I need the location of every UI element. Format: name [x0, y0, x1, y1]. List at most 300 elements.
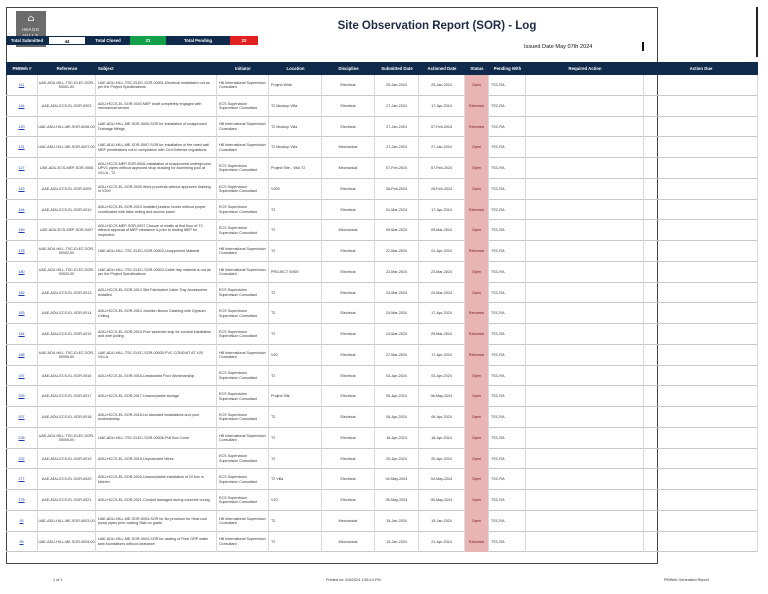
- initiator-cell: ECS Supervision Supervision Consultant: [217, 490, 269, 511]
- initiator-cell: ECS Supervision Supervision Consultant: [217, 179, 269, 200]
- pending-with-cell: TSC,RA: [489, 179, 526, 200]
- discipline-cell: Electrical: [322, 469, 375, 490]
- issued-date: Issued Date May 07th 2024: [524, 44, 593, 50]
- status-badge: Open: [465, 490, 489, 511]
- required-action-cell: [526, 200, 644, 221]
- discipline-cell: Electrical: [322, 449, 375, 470]
- reference-cell: UAE-ADU-HILL-ME-SOR-0007-00: [38, 137, 96, 158]
- subject-cell: ADU-HCCS-EL-SOR-0019-Unprotected Wires: [96, 449, 217, 470]
- table-row: [6, 158, 758, 179]
- actioned-date-cell: 03-Apr-2024: [419, 366, 465, 387]
- initiator-cell: Hill International Supervision Consultant: [217, 345, 269, 366]
- submitted-date-cell: 15-Jan-2024: [375, 511, 419, 532]
- actioned-date-cell: 07-Feb-2024: [419, 117, 465, 138]
- submitted-date-cell: 23-Mar-2024: [375, 262, 419, 283]
- page-number: 1 of 1: [53, 578, 63, 582]
- table-body: [6, 75, 758, 552]
- pending-with-cell: TSC,RA: [489, 469, 526, 490]
- subject-cell: UAE-ADU-HILL-ME-SOR-0007-SOR for installation of fire rated wall MEP penetrations not in compliance with Civil Defense regulations: [96, 137, 217, 158]
- initiator-cell: ECS Supervision Supervision Consultant: [217, 449, 269, 470]
- pending-with-cell: TSC,RA: [489, 262, 526, 283]
- required-action-cell: [526, 532, 644, 553]
- discipline-cell: Electrical: [322, 117, 375, 138]
- pmweb-link[interactable]: 159: [6, 220, 38, 241]
- pmweb-link[interactable]: 184: [6, 324, 38, 345]
- table-row: [6, 179, 758, 200]
- reference-cell: UAE-ADU-ECS-EL-SOR-0010: [38, 200, 96, 221]
- subject-cell: ADU-HCCS-EL-SOR-0013 Site Fabricated Cable Tray Accessories Installed: [96, 283, 217, 304]
- initiator-cell: ECS Supervision Supervision Consultant: [217, 158, 269, 179]
- location-cell: Project Wide: [269, 75, 322, 96]
- action-due-cell: [644, 407, 758, 428]
- reference-cell: UAE-ADU-ECS-EL-SOR-0020: [38, 469, 96, 490]
- location-cell: T2: [269, 303, 322, 324]
- location-cell: T2: [269, 241, 322, 262]
- initiator-cell: Hill International Supervision Consultant: [217, 117, 269, 138]
- required-action-cell: [526, 366, 644, 387]
- submitted-date-cell: 25-Jan-2024: [375, 75, 419, 96]
- discipline-cell: Electrical: [322, 283, 375, 304]
- column-header-action-due[interactable]: Action Due: [689, 66, 713, 71]
- actioned-date-cell: 24-Mar-2024: [419, 283, 465, 304]
- action-due-cell: [644, 366, 758, 387]
- action-due-cell: [644, 303, 758, 324]
- status-badge: Returned: [465, 532, 489, 553]
- reference-cell: UAE-ADU-ECS-MEP-SOR-0007: [38, 220, 96, 241]
- required-action-cell: [526, 179, 644, 200]
- pending-with-cell: TSC,RA: [489, 449, 526, 470]
- actioned-date-cell: 17-Apr-2024: [419, 345, 465, 366]
- status-badge: Open: [465, 137, 489, 158]
- action-due-cell: [644, 532, 758, 553]
- action-due-cell: [644, 96, 758, 117]
- required-action-cell: [526, 220, 644, 241]
- subject-cell: ADU-HCCS-EL-SOR-0014 Junction Boxes Clashing with Gypsum Ceiling: [96, 303, 217, 324]
- location-cell: T2 Mockup Villa: [269, 96, 322, 117]
- actioned-date-cell: 20-Apr-2024: [419, 449, 465, 470]
- subject-cell: UAE-ADU-HILL-ME-SOR-0004-SOR for casting of Roof GRP water tank foundations without clearance: [96, 532, 217, 553]
- pending-with-cell: TSC,RA: [489, 117, 526, 138]
- subject-cell: UAE-ADU-HILL-TSC-ELEC-SOR-00002-Unapproved Material: [96, 241, 217, 262]
- status-badge: Open: [465, 220, 489, 241]
- submitted-date-cell: 06-Apr-2024: [375, 407, 419, 428]
- subject-cell: ADU-HCCS-EL-SOR-0016-Unstandard Poor Workmanship: [96, 366, 217, 387]
- pmweb-link[interactable]: 278: [6, 490, 38, 511]
- actioned-date-cell: 23-Mar-2024: [419, 262, 465, 283]
- discipline-cell: Electrical: [322, 345, 375, 366]
- table-row: [6, 407, 758, 428]
- pmweb-link[interactable]: 182: [6, 283, 38, 304]
- reference-cell: UAE-ADU-ECS-MEP-SOR-0006: [38, 158, 96, 179]
- subject-cell: ADU-HCCS-EL-SOR-0009 Work proceeds without approved drawing in V209: [96, 179, 217, 200]
- discipline-cell: Mechanical: [322, 158, 375, 179]
- submitted-date-cell: 24-Mar-2024: [375, 324, 419, 345]
- discipline-cell: Electrical: [322, 179, 375, 200]
- discipline-cell: Electrical: [322, 407, 375, 428]
- status-badge: Returned: [465, 241, 489, 262]
- required-action-cell: [526, 303, 644, 324]
- pmweb-link[interactable]: 143: [6, 179, 38, 200]
- reference-cell: UAE-ADU-ECS-EL-SOR-0017: [38, 386, 96, 407]
- subject-cell: ADU-HCCS-EL-SOR-0020-Unacceptable installation of DI box in kitchen: [96, 469, 217, 490]
- subject-cell: UAE-ADU-HILL-TSC-ELEC-SOR-00003-Cable tray material is not as per the Project Specifications: [96, 262, 217, 283]
- column-header-discipline[interactable]: Discipline: [338, 66, 359, 71]
- pmweb-link[interactable]: 232: [6, 449, 38, 470]
- submitted-date-cell: 20-Apr-2024: [375, 449, 419, 470]
- reference-cell: UAE-ADU-HILL-ME-SOR-0004-00: [38, 532, 96, 553]
- action-due-cell: [644, 200, 758, 221]
- pmweb-link[interactable]: 93: [6, 511, 38, 532]
- reference-cell: UAE-ADU-ECS-EL-SOR-0016: [38, 366, 96, 387]
- status-badge: Open: [465, 283, 489, 304]
- initiator-cell: ECS Supervision Supervision Consultant: [217, 469, 269, 490]
- subject-cell: ADU-HCCS-EL-SOR-0010 Installed junction boxes without proper coordinated with false ceiling and access panel: [96, 200, 217, 221]
- action-due-cell: [644, 345, 758, 366]
- actioned-date-cell: 01-Apr-2024: [419, 241, 465, 262]
- pmweb-link[interactable]: 121: [6, 137, 38, 158]
- reference-cell: UAE-ADU-ECS-EL-SOR-0003: [38, 96, 96, 117]
- pmweb-link[interactable]: 95: [6, 532, 38, 553]
- reference-cell: UAE-ADU-HILL-TSC-ELEC-SOR-00006-00: [38, 428, 96, 449]
- column-header-reference[interactable]: Reference: [56, 66, 78, 71]
- pmweb-link[interactable]: 180: [6, 262, 38, 283]
- pending-with-cell: TSC,RA: [489, 407, 526, 428]
- action-due-cell: [644, 137, 758, 158]
- pmweb-link[interactable]: 228: [6, 428, 38, 449]
- total-submitted-value: 44: [48, 36, 86, 45]
- actioned-date-cell: 29-Mar-2024: [419, 324, 465, 345]
- action-due-cell: [644, 386, 758, 407]
- reference-cell: UAE-ADU-HILL-ME-SOR-0003-00: [38, 511, 96, 532]
- table-row: [6, 220, 758, 241]
- pending-with-cell: TSC,RA: [489, 386, 526, 407]
- location-cell: T2: [269, 449, 322, 470]
- status-badge: Open: [465, 158, 489, 179]
- pending-with-cell: TSC,RA: [489, 428, 526, 449]
- required-action-cell: [526, 407, 644, 428]
- total-closed-value: 21: [130, 36, 166, 45]
- required-action-cell: [526, 490, 644, 511]
- logo-line-1: IMAGE: [22, 27, 40, 32]
- subject-cell: UAE-ADU-HILL-TSC-ELEC-SOR-00005-PVC CONDUIT AT V20 VILLA: [96, 345, 217, 366]
- initiator-cell: ECS Supervision Supervision Consultant: [217, 220, 269, 241]
- pending-with-cell: TSC,RA: [489, 96, 526, 117]
- actioned-date-cell: 15-Jan-2024: [419, 511, 465, 532]
- actioned-date-cell: 07-Feb-2024: [419, 158, 465, 179]
- location-cell: T2: [269, 200, 322, 221]
- subject-cell: UAE-ADU-HILL-ME-SOR-0006-SOR for installation of unapproved Drainage fittings: [96, 117, 217, 138]
- actioned-date-cell: 06-May-2024: [419, 386, 465, 407]
- action-due-cell: [644, 262, 758, 283]
- pmweb-link[interactable]: 207: [6, 407, 38, 428]
- location-cell: T2: [269, 324, 322, 345]
- status-badge: Open: [465, 449, 489, 470]
- generated-label: PMWeb Generated Report: [664, 578, 709, 582]
- initiator-cell: ECS Supervision Supervision Consultant: [217, 283, 269, 304]
- table-row: [6, 137, 758, 158]
- discipline-cell: Mechanical: [322, 511, 375, 532]
- subject-cell: ADU-HCCS-MEP-SOR-0007 Closure of shafts at first floor of T2 without approval of MEP clearance & prior to testing MEP for inspection: [96, 220, 217, 241]
- table-row: [6, 469, 758, 490]
- actioned-date-cell: 05-May-2024: [419, 490, 465, 511]
- location-cell: T2: [269, 283, 322, 304]
- submitted-date-cell: 05-May-2024: [375, 490, 419, 511]
- subject-cell: UAE-ADU-HILL-ME-SOR-0003-SOR for No provision for Heat cool pump pipes prior casting Slab on grade: [96, 511, 217, 532]
- reference-cell: UAE-ADU-HILL-TSC-ELEC-SOR-00005-00: [38, 345, 96, 366]
- discipline-cell: Electrical: [322, 428, 375, 449]
- submitted-date-cell: 05-Apr-2024: [375, 386, 419, 407]
- actioned-date-cell: 17-Apr-2024: [419, 303, 465, 324]
- location-cell: T2 Mockup Villa: [269, 117, 322, 138]
- location-cell: T2 Villa: [269, 469, 322, 490]
- required-action-cell: [526, 428, 644, 449]
- location-cell: V209: [269, 179, 322, 200]
- pmweb-link[interactable]: 178: [6, 241, 38, 262]
- table-row: [6, 366, 758, 387]
- reference-cell: UAE-ADU-HILL-ME-SOR-0006-00: [38, 117, 96, 138]
- total-submitted-label: Total Submitted: [6, 36, 48, 45]
- discipline-cell: Mechanical: [322, 220, 375, 241]
- status-badge: Open: [465, 469, 489, 490]
- initiator-cell: Hill International Supervision Consultant: [217, 428, 269, 449]
- pmweb-link[interactable]: 277: [6, 469, 38, 490]
- required-action-cell: [526, 283, 644, 304]
- submitted-date-cell: 01-Mar-2024: [375, 200, 419, 221]
- pending-with-cell: TSC,RA: [489, 345, 526, 366]
- submitted-date-cell: 04-May-2024: [375, 469, 419, 490]
- pending-with-cell: TSC,RA: [489, 137, 526, 158]
- submitted-date-cell: 27-Jan-2024: [375, 117, 419, 138]
- actioned-date-cell: 17-Apr-2024: [419, 96, 465, 117]
- printed-on: Printed on: 5/6/2024 1:56:14 PM: [326, 578, 381, 582]
- action-due-cell: [644, 179, 758, 200]
- table-row: [6, 303, 758, 324]
- reference-cell: UAE-ADU-ECS-EL-SOR-0015: [38, 324, 96, 345]
- required-action-cell: [526, 511, 644, 532]
- frame-border: [756, 7, 758, 57]
- action-due-cell: [644, 490, 758, 511]
- pmweb-link[interactable]: 111: [6, 75, 38, 96]
- status-badge: Open: [465, 407, 489, 428]
- reference-cell: UAE-ADU-ECS-EL-SOR-0009: [38, 179, 96, 200]
- initiator-cell: Hill International Supervision Consultant: [217, 262, 269, 283]
- pmweb-link[interactable]: 186: [6, 345, 38, 366]
- location-cell: T2: [269, 428, 322, 449]
- location-cell: T2: [269, 366, 322, 387]
- action-due-cell: [644, 117, 758, 138]
- discipline-cell: Electrical: [322, 303, 375, 324]
- status-badge: Returned: [465, 324, 489, 345]
- column-header-location[interactable]: Location: [286, 66, 305, 71]
- subject-cell: ADU-HCCS-EL-SOR-0003 MEP shaft completely engaged with mechanical service: [96, 96, 217, 117]
- submitted-date-cell: 09-Mar-2024: [375, 220, 419, 241]
- action-due-cell: [644, 469, 758, 490]
- column-header-subject[interactable]: Subject: [98, 66, 114, 71]
- location-cell: Project Site: [269, 386, 322, 407]
- total-pending-value: 23: [230, 36, 258, 45]
- pending-with-cell: TSC,RA: [489, 490, 526, 511]
- initiator-cell: Hill International Supervision Consultant: [217, 241, 269, 262]
- total-closed-label: Total Closed: [86, 36, 130, 45]
- action-due-cell: [644, 283, 758, 304]
- initiator-cell: ECS Supervision Supervision Consultant: [217, 96, 269, 117]
- table-row: [6, 428, 758, 449]
- discipline-cell: Mechanical: [322, 137, 375, 158]
- reference-cell: UAE-ADU-HILL-TSC-ELEC-SOR-00002-00: [38, 241, 96, 262]
- reference-cell: UAE-ADU-ECS-EL-SOR-0019: [38, 449, 96, 470]
- discipline-cell: Electrical: [322, 262, 375, 283]
- table-row: [6, 241, 758, 262]
- actioned-date-cell: 04-May-2024: [419, 469, 465, 490]
- table-row: [6, 283, 758, 304]
- pending-with-cell: TSC,RA: [489, 511, 526, 532]
- report-title: Site Observation Report (SOR) - Log: [337, 20, 537, 32]
- pmweb-link[interactable]: 127: [6, 158, 38, 179]
- required-action-cell: [526, 137, 644, 158]
- initiator-cell: ECS Supervision Supervision Consultant: [217, 324, 269, 345]
- column-header-submitted-date[interactable]: Submitted Date: [381, 66, 413, 71]
- submitted-date-cell: 18-Apr-2024: [375, 428, 419, 449]
- table-row: [6, 117, 758, 138]
- status-badge: Open: [465, 366, 489, 387]
- column-header-required-action[interactable]: Required Action: [568, 66, 602, 71]
- issued-marker: [642, 42, 644, 51]
- reference-cell: UAE-ADU-ECS-EL-SOR-0018: [38, 407, 96, 428]
- required-action-cell: [526, 449, 644, 470]
- table-row: [6, 324, 758, 345]
- required-action-cell: [526, 75, 644, 96]
- status-badge: Open: [465, 428, 489, 449]
- reference-cell: UAE-ADU-HILL-TSC-ELEC-SOR-00003-00: [38, 262, 96, 283]
- action-due-cell: [644, 324, 758, 345]
- location-cell: PROJECT WIDE: [269, 262, 322, 283]
- status-badge: Open: [465, 386, 489, 407]
- reference-cell: UAE-ADU-ECS-EL-SOR-0013: [38, 283, 96, 304]
- table-row: [6, 511, 758, 532]
- required-action-cell: [526, 345, 644, 366]
- discipline-cell: Mechanical: [322, 532, 375, 553]
- column-header-actioned-date[interactable]: Actioned Date: [427, 66, 457, 71]
- table-row: [6, 345, 758, 366]
- initiator-cell: Hill International Supervision Consultant: [217, 75, 269, 96]
- table-row: [6, 75, 758, 96]
- subject-cell: ADU-HCCS-EL-SOR-0017-Unacceptable storage: [96, 386, 217, 407]
- actioned-date-cell: 28-Feb-2024: [419, 179, 465, 200]
- column-header-pmweb[interactable]: PMWeb #: [12, 66, 32, 71]
- status-badge: Open: [465, 262, 489, 283]
- actioned-date-cell: 18-Apr-2024: [419, 428, 465, 449]
- location-cell: V20: [269, 490, 322, 511]
- discipline-cell: Electrical: [322, 241, 375, 262]
- pmweb-link[interactable]: 120: [6, 117, 38, 138]
- reference-cell: UAE-ADU-ECS-EL-SOR-0014: [38, 303, 96, 324]
- subject-cell: UAE-ADU-HILL-TSC-ELEC-SOR-00006-Pull Box Cover: [96, 428, 217, 449]
- column-header-status[interactable]: Status: [470, 66, 484, 71]
- column-header-initiator[interactable]: Initiator: [235, 66, 251, 71]
- status-badge: Returned: [465, 96, 489, 117]
- column-header-pending-with[interactable]: Pending With: [493, 66, 522, 71]
- initiator-cell: ECS Supervision Supervision Consultant: [217, 303, 269, 324]
- subject-cell: UAE-ADU-HILL-TSC-ELEC-SOR-00001-Electrical Installation not as per the Project Specifications: [96, 75, 217, 96]
- pmweb-link[interactable]: 116: [6, 96, 38, 117]
- initiator-cell: ECS Supervision Supervision Consultant: [217, 407, 269, 428]
- action-due-cell: [644, 428, 758, 449]
- table-row: [6, 262, 758, 283]
- actioned-date-cell: 27-Jan-2024: [419, 137, 465, 158]
- action-due-cell: [644, 511, 758, 532]
- location-cell: T2: [269, 220, 322, 241]
- table-row: [6, 490, 758, 511]
- action-due-cell: [644, 220, 758, 241]
- actioned-date-cell: 21-Apr-2024: [419, 532, 465, 553]
- required-action-cell: [526, 324, 644, 345]
- submitted-date-cell: 15-Jan-2024: [375, 532, 419, 553]
- logo-mark: ⌂: [27, 14, 35, 24]
- submitted-date-cell: 27-Jan-2024: [375, 137, 419, 158]
- action-due-cell: [644, 158, 758, 179]
- table-row: [6, 200, 758, 221]
- pmweb-link[interactable]: 203: [6, 386, 38, 407]
- submitted-date-cell: 28-Feb-2024: [375, 179, 419, 200]
- subject-cell: ADU-HCCS-EL-SOR-0015 Poor workman ship for conduit installation and wire pulling: [96, 324, 217, 345]
- discipline-cell: Electrical: [322, 366, 375, 387]
- location-cell: T2 Mockup Villa: [269, 137, 322, 158]
- location-cell: T2: [269, 532, 322, 553]
- submitted-date-cell: 07-Feb-2024: [375, 158, 419, 179]
- status-badge: Open: [465, 511, 489, 532]
- initiator-cell: ECS Supervision Supervision Consultant: [217, 200, 269, 221]
- status-badge: Open: [465, 179, 489, 200]
- location-cell: V20: [269, 345, 322, 366]
- reference-cell: UAE-ADU-HILL-TSC-ELEC-SOR-00001-00: [38, 75, 96, 96]
- initiator-cell: ECS Supervision Supervision Consultant: [217, 366, 269, 387]
- total-pending-label: Total Pending: [166, 36, 230, 45]
- pending-with-cell: TSC,RA: [489, 532, 526, 553]
- pmweb-link[interactable]: 154: [6, 200, 38, 221]
- table-row: [6, 386, 758, 407]
- actioned-date-cell: 09-Mar-2024: [419, 220, 465, 241]
- pending-with-cell: TSC,RA: [489, 303, 526, 324]
- location-cell: T2: [269, 407, 322, 428]
- pmweb-link[interactable]: 183: [6, 303, 38, 324]
- required-action-cell: [526, 262, 644, 283]
- required-action-cell: [526, 469, 644, 490]
- required-action-cell: [526, 117, 644, 138]
- initiator-cell: Hill International Supervision Consultant: [217, 532, 269, 553]
- location-cell: Project Site - Villa T2: [269, 158, 322, 179]
- action-due-cell: [644, 75, 758, 96]
- actioned-date-cell: 17-Apr-2024: [419, 200, 465, 221]
- status-badge: Open: [465, 75, 489, 96]
- table-header: [6, 62, 758, 75]
- discipline-cell: Electrical: [322, 386, 375, 407]
- table-row: [6, 449, 758, 470]
- subject-cell: ADU-HCCS-MEP-SOR-0006-Installation of unapproved underground UPVC pipes without approved shop drawing for swimming pool at VILLA - T2: [96, 158, 217, 179]
- required-action-cell: [526, 241, 644, 262]
- action-due-cell: [644, 449, 758, 470]
- actioned-date-cell: 25-Jan-2024: [419, 75, 465, 96]
- pending-with-cell: TSC,RA: [489, 366, 526, 387]
- pending-with-cell: TSC,RA: [489, 158, 526, 179]
- submitted-date-cell: 27-Jan-2024: [375, 96, 419, 117]
- pending-with-cell: TSC,RA: [489, 220, 526, 241]
- action-due-cell: [644, 241, 758, 262]
- submitted-date-cell: 24-Mar-2024: [375, 303, 419, 324]
- subject-cell: ADU-HCCS-EL-SOR-0021-Conduit damaged during concrete curing: [96, 490, 217, 511]
- status-badge: Returned: [465, 117, 489, 138]
- pmweb-link[interactable]: 197: [6, 366, 38, 387]
- required-action-cell: [526, 96, 644, 117]
